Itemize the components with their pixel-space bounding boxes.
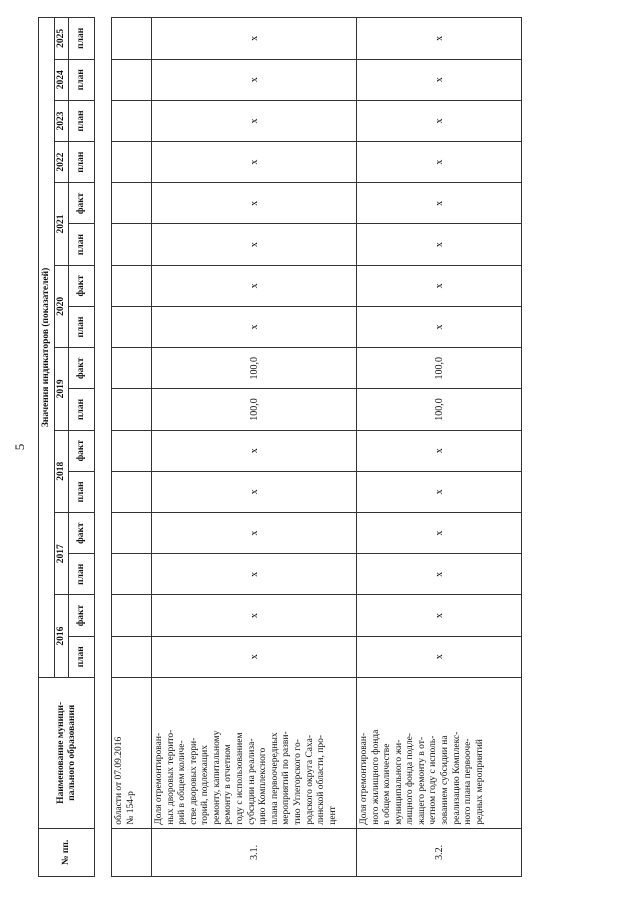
header-fact: факт [69, 595, 95, 636]
indicator-value-cell: 100,0 [357, 348, 522, 389]
indicator-value-cell: х [152, 636, 357, 677]
header-plan: план [69, 142, 95, 183]
indicator-value-cell: х [357, 142, 522, 183]
indicator-value-cell: х [357, 636, 522, 677]
indicators-table [38, 17, 522, 877]
indicator-value-cell: х [152, 430, 357, 471]
row-indicator-name: Доля отремонтирован- ных дворовых террито- рий в общем количе- стве дворовых терри- торий, подлежащих ремонту, капитальному ремонту в отчетном году с использованием субсидии на реализа- цию Комплексного плана первоочередных мероприятий по разви- тию Углегорского го- родского округа Саха- линской области, про- цент [152, 677, 357, 828]
indicator-value-cell [112, 224, 152, 265]
indicator-value-cell [112, 554, 152, 595]
indicator-value-cell: х [357, 430, 522, 471]
indicator-value-cell: х [152, 142, 357, 183]
table-row [152, 18, 357, 877]
table-gap [95, 18, 112, 877]
header-fact: факт [69, 265, 95, 306]
indicator-value-cell [112, 265, 152, 306]
header-year: 2023 [55, 100, 69, 141]
header-year: 2018 [55, 430, 69, 512]
indicator-value-cell: х [152, 554, 357, 595]
header-year: 2016 [55, 595, 69, 677]
indicator-value-cell: х [357, 595, 522, 636]
header-plan: план [69, 554, 95, 595]
table-row [357, 18, 522, 877]
indicator-value-cell: х [357, 100, 522, 141]
header-year: 2020 [55, 265, 69, 347]
indicator-value-cell: х [357, 265, 522, 306]
header-year: 2021 [55, 183, 69, 265]
indicator-value-cell: х [357, 224, 522, 265]
indicator-value-cell [112, 471, 152, 512]
page-number: 5 [12, 443, 27, 451]
indicator-value-cell: х [152, 471, 357, 512]
header-plan: план [69, 18, 95, 60]
rotated-document-page [12, 17, 608, 877]
indicator-value-cell [112, 183, 152, 224]
header-values-group: Значения индикаторов (показателей) [39, 18, 55, 678]
indicator-value-cell: х [152, 18, 357, 60]
indicator-value-cell [112, 348, 152, 389]
indicator-value-cell: 100,0 [357, 389, 522, 430]
indicator-value-cell: х [152, 100, 357, 141]
header-plan: план [69, 224, 95, 265]
table-row [112, 18, 152, 877]
indicator-value-cell: х [357, 513, 522, 554]
header-year: 2025 [55, 18, 69, 60]
indicator-value-cell: х [152, 513, 357, 554]
header-fact: факт [69, 183, 95, 224]
header-year: 2017 [55, 513, 69, 595]
indicator-value-cell: 100,0 [152, 389, 357, 430]
header-plan: план [69, 100, 95, 141]
indicator-value-cell [112, 142, 152, 183]
header-plan: план [69, 636, 95, 677]
header-year: 2022 [55, 142, 69, 183]
indicator-value-cell [112, 306, 152, 347]
indicator-value-cell [112, 59, 152, 100]
row-number [112, 828, 152, 876]
indicator-value-cell: х [152, 265, 357, 306]
indicator-value-cell [112, 636, 152, 677]
indicator-value-cell: 100,0 [152, 348, 357, 389]
indicator-value-cell: х [152, 306, 357, 347]
indicator-value-cell [112, 389, 152, 430]
header-fact: факт [69, 513, 95, 554]
header-plan: план [69, 389, 95, 430]
indicator-value-cell: х [357, 183, 522, 224]
indicator-value-cell: х [357, 18, 522, 60]
indicator-value-cell: х [357, 471, 522, 512]
indicator-value-cell [112, 513, 152, 554]
header-plan: план [69, 471, 95, 512]
indicator-value-cell: х [152, 224, 357, 265]
header-year: 2024 [55, 59, 69, 100]
indicator-value-cell [112, 595, 152, 636]
indicator-value-cell: х [152, 59, 357, 100]
header-plan: план [69, 306, 95, 347]
table-body [95, 18, 522, 877]
row-number: 3.2. [357, 828, 522, 876]
header-fact: факт [69, 430, 95, 471]
indicator-value-cell: х [357, 306, 522, 347]
header-name: Наименование муници- пального образования [39, 677, 95, 828]
row-number: 3.1. [152, 828, 357, 876]
header-plan: план [69, 59, 95, 100]
header-year: 2019 [55, 348, 69, 430]
indicator-value-cell: х [152, 183, 357, 224]
indicator-value-cell [112, 18, 152, 60]
header-fact: факт [69, 348, 95, 389]
row-indicator-name: Доля отремонтирован- ного жилищного фонда в общем количестве муниципального жи- лищного фонда подле- жащего ремонту в от- четном году с исполь- зованием субсидии на реализацию Комплекс- ного плана первооче- редных мероприятий [357, 677, 522, 828]
table-header [39, 18, 95, 877]
indicator-value-cell [112, 100, 152, 141]
indicator-value-cell: х [357, 59, 522, 100]
header-number: № пп. [39, 828, 95, 876]
indicator-value-cell: х [357, 554, 522, 595]
indicator-value-cell [112, 430, 152, 471]
indicator-value-cell: х [152, 595, 357, 636]
row-indicator-name: области от 07.09.2016 № 154-р [112, 677, 152, 828]
